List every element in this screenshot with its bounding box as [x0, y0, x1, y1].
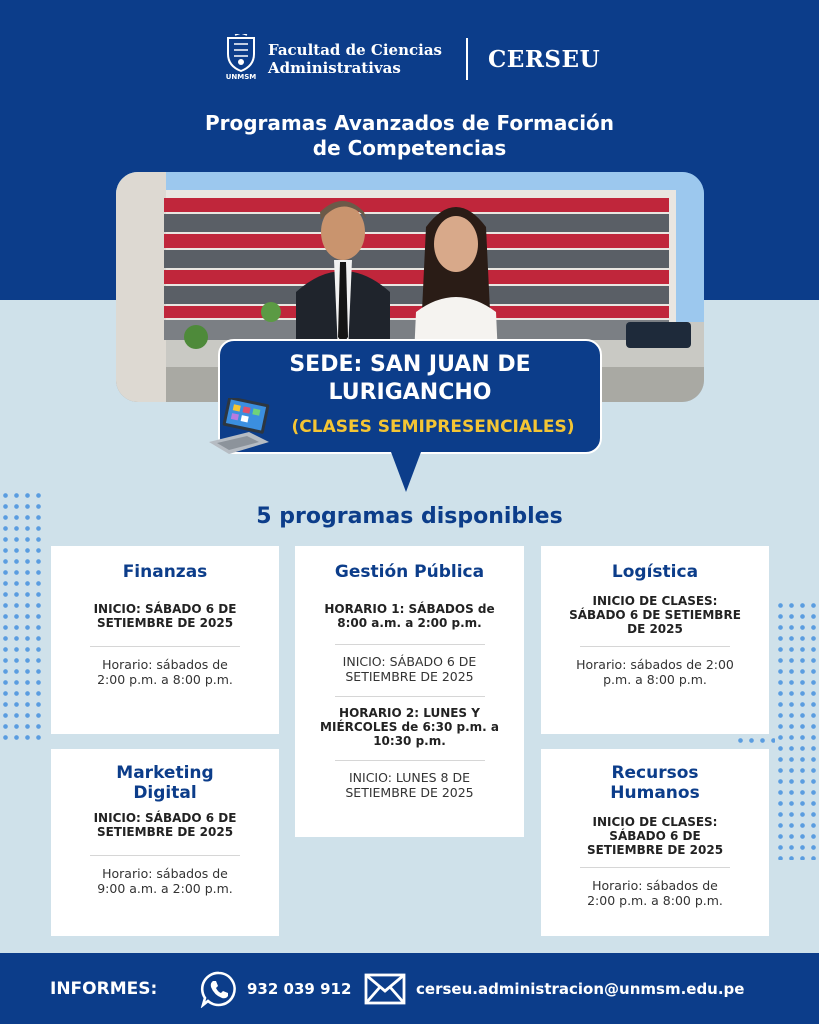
program-schedule: Horario: sábados de 9:00 a.m. a 2:00 p.m. [97, 866, 233, 896]
program-title: Finanzas [122, 562, 208, 582]
card-divider [335, 696, 485, 697]
program-start: INICIO DE CLASES: SÁBADO 6 DE SETIEMBRE DE 2025 [586, 815, 724, 857]
sede-bubble [218, 339, 602, 454]
program-card-logistica [541, 546, 769, 734]
faculty-name: Facultad de Ciencias Administrativas [268, 41, 442, 77]
program-schedule: Horario: sábados de 2:00 p.m. a 8:00 p.m. [587, 878, 723, 908]
program-start: INICIO: SÁBADO 6 DE SETIEMBRE DE 2025 [93, 811, 237, 839]
program-title: Gestión Pública [334, 562, 485, 582]
phone-number[interactable]: 932 039 912 [247, 980, 352, 998]
header-brand [224, 34, 600, 84]
crest-label: UNMSM [225, 73, 257, 81]
footer [0, 953, 819, 1024]
program-schedule-2: HORARIO 2: LUNES Y MIÉRCOLES de 6:30 p.m. a 10:30 p.m. [320, 706, 499, 748]
program-start: INICIO DE CLASES: SÁBADO 6 DE SETIEMBRE DE 2025 [569, 594, 741, 636]
program-title: Logística [611, 562, 699, 582]
decorative-dots-left [0, 490, 44, 740]
program-schedule: Horario: sábados de 2:00 p.m. a 8:00 p.m. [97, 657, 233, 687]
program-card-marketing-digital [51, 749, 279, 936]
decorative-dots-right [775, 600, 819, 860]
program-schedule-1: HORARIO 1: SÁBADOS de 8:00 a.m. a 2:00 p.m. [324, 602, 495, 630]
card-divider [335, 760, 485, 761]
card-divider [580, 646, 730, 647]
informes-label: INFORMES: [50, 979, 158, 999]
cerseu-logo: CERSEU [487, 45, 601, 73]
sede-modality: (CLASES SEMIPRESENCIALES) [291, 417, 575, 437]
email-address[interactable]: cerseu.administracion@unmsm.edu.pe [416, 980, 745, 998]
decorative-dots-mid [735, 735, 775, 746]
whatsapp-icon [200, 970, 238, 1008]
email-icon [364, 973, 406, 1005]
programs-count: 5 programas disponibles [256, 504, 563, 529]
program-card-recursos-humanos [541, 749, 769, 936]
program-title: Recursos Humanos [610, 763, 700, 803]
university-crest-icon [224, 34, 258, 84]
laptop-icon [207, 398, 271, 458]
card-divider [90, 646, 240, 647]
card-divider [90, 855, 240, 856]
program-card-finanzas [51, 546, 279, 734]
program-start-1: INICIO: SÁBADO 6 DE SETIEMBRE DE 2025 [342, 654, 477, 684]
sede-title: SEDE: SAN JUAN DE LURIGANCHO [289, 352, 531, 405]
program-start: INICIO: SÁBADO 6 DE SETIEMBRE DE 2025 [93, 602, 237, 630]
bubble-tail [391, 452, 421, 492]
program-card-gestion-publica [295, 546, 524, 837]
program-schedule: Horario: sábados de 2:00 p.m. a 8:00 p.m. [576, 657, 734, 687]
program-title: Marketing Digital [116, 763, 214, 803]
header-divider [466, 38, 468, 80]
page-title: Programas Avanzados de Formación de Competencias [204, 111, 615, 160]
card-divider [335, 644, 485, 645]
program-start-2: INICIO: LUNES 8 DE SETIEMBRE DE 2025 [345, 770, 474, 800]
card-divider [580, 867, 730, 868]
